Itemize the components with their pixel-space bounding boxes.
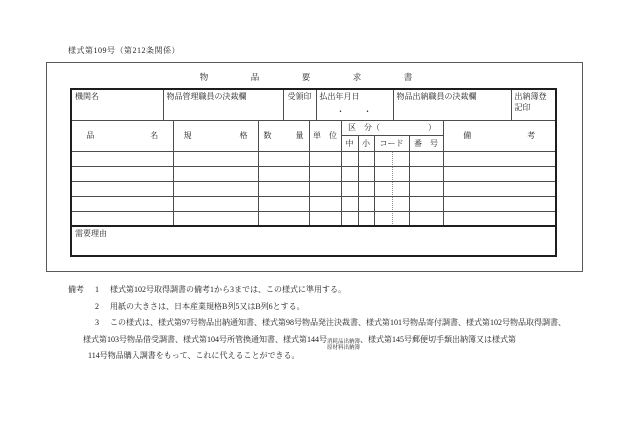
note-number: 1 bbox=[95, 285, 99, 294]
col-category-mid: 中 bbox=[341, 135, 358, 151]
body-cell-code bbox=[374, 181, 409, 196]
body-cell bbox=[309, 166, 341, 181]
body-cell bbox=[358, 211, 374, 226]
body-cell bbox=[173, 196, 258, 211]
body-cell bbox=[258, 196, 309, 211]
form-number-label: 様式第109号（第212条関係） bbox=[68, 46, 180, 55]
body-cell bbox=[409, 181, 443, 196]
code-divider-dotted-line bbox=[392, 196, 393, 211]
notes-label: 備考 bbox=[68, 285, 84, 294]
body-cell bbox=[71, 196, 173, 211]
col-quantity: 数 量 bbox=[258, 120, 309, 151]
body-cell bbox=[258, 181, 309, 196]
body-cell bbox=[358, 151, 374, 166]
management-approval-cell: 物品管理職員の決裁欄 bbox=[163, 89, 283, 120]
table-row bbox=[71, 181, 556, 196]
note-text: 、様式第145号郵便切手類出納簿又は様式第 bbox=[360, 334, 517, 344]
body-cell bbox=[358, 181, 374, 196]
col-category-small: 小 bbox=[358, 135, 374, 151]
table-row bbox=[71, 166, 556, 181]
col-category-code: コード bbox=[374, 135, 409, 151]
body-cell bbox=[173, 151, 258, 166]
notes-section bbox=[68, 282, 566, 365]
body-cell bbox=[341, 211, 358, 226]
body-cell bbox=[341, 181, 358, 196]
receipt-seal-cell: 受領印 bbox=[283, 89, 316, 120]
note-text: 様式第102号取得調書の備考1から3までは、この様式に準用する。 bbox=[110, 285, 346, 294]
body-cell bbox=[341, 166, 358, 181]
body-cell bbox=[258, 166, 309, 181]
body-cell bbox=[309, 211, 341, 226]
payout-date-label: 払出年月日 bbox=[319, 92, 360, 101]
body-cell bbox=[358, 196, 374, 211]
col-item-name: 品 名 bbox=[71, 120, 173, 151]
table-row bbox=[71, 151, 556, 166]
form-title: 物 品 要 求 書 bbox=[199, 72, 430, 82]
body-cell bbox=[309, 196, 341, 211]
note-number: 2 bbox=[95, 301, 99, 311]
col-specification: 規 格 bbox=[173, 120, 258, 151]
body-cell bbox=[443, 166, 556, 181]
body-cell bbox=[71, 181, 173, 196]
note-item-3-continuation bbox=[68, 348, 566, 365]
body-cell-code bbox=[374, 166, 409, 181]
body-cell bbox=[173, 166, 258, 181]
body-cell bbox=[173, 181, 258, 196]
table-row bbox=[71, 211, 556, 226]
body-cell-code bbox=[374, 151, 409, 166]
note-item-1 bbox=[68, 282, 566, 299]
body-cell-code bbox=[374, 196, 409, 211]
body-cell bbox=[71, 211, 173, 226]
body-cell bbox=[71, 166, 173, 181]
table-row bbox=[71, 196, 556, 211]
body-cell bbox=[258, 151, 309, 166]
body-cell bbox=[409, 166, 443, 181]
body-cell bbox=[443, 151, 556, 166]
col-unit: 単 位 bbox=[309, 120, 341, 151]
form-outer-border bbox=[46, 62, 583, 272]
custody-approval-cell: 物品出納職員の決裁欄 bbox=[393, 89, 511, 120]
note-text: この様式は、様式第97号物品出納通知書、様式第98号物品発注決裁書、様式第101号物品寄付調書、様式第102号物品取得調書、 bbox=[110, 318, 566, 327]
payout-date-cell bbox=[316, 89, 393, 120]
demand-reason-cell: 需要理由 bbox=[71, 226, 556, 256]
body-cell bbox=[358, 166, 374, 181]
code-divider-dotted-line bbox=[392, 166, 393, 181]
note-text: 様式第103号物品借受調書、様式第104号所管換通知書、様式第144号 bbox=[83, 334, 327, 344]
stacked-ledger-names bbox=[327, 339, 360, 351]
note-text: 114号物品購入調書をもって、これに代えることができる。 bbox=[88, 351, 300, 360]
code-divider-dotted-line bbox=[392, 151, 393, 166]
demand-reason-row bbox=[71, 226, 556, 256]
note-number: 3 bbox=[95, 318, 99, 327]
note-text: 用紙の大きさは、日本産業規格B列5又はB列6とする。 bbox=[110, 301, 305, 311]
body-cell bbox=[409, 151, 443, 166]
body-cell bbox=[341, 196, 358, 211]
body-cell bbox=[309, 151, 341, 166]
column-header-row bbox=[71, 120, 556, 135]
stack-top: 消耗品出納簿 bbox=[327, 338, 361, 345]
header-row-top bbox=[71, 89, 556, 120]
body-cell bbox=[443, 181, 556, 196]
body-cell bbox=[341, 151, 358, 166]
col-remarks: 備 考 bbox=[443, 120, 556, 151]
note-item-3-continuation bbox=[68, 332, 566, 349]
body-cell-code bbox=[374, 211, 409, 226]
body-cell bbox=[71, 151, 173, 166]
organization-name-cell: 機関名 bbox=[71, 89, 163, 120]
body-cell bbox=[409, 211, 443, 226]
ledger-seal-cell: 出納簿登記印 bbox=[511, 89, 556, 120]
body-cell bbox=[409, 196, 443, 211]
code-divider-dotted-line bbox=[392, 181, 393, 196]
body-cell bbox=[309, 181, 341, 196]
col-category: 区 分（ ） bbox=[341, 120, 443, 135]
body-cell bbox=[173, 211, 258, 226]
note-item-2 bbox=[68, 299, 566, 316]
body-cell bbox=[443, 196, 556, 211]
payout-date-dots: ・ ・ bbox=[336, 107, 373, 116]
col-category-number: 番 号 bbox=[409, 135, 443, 151]
note-item-3 bbox=[68, 315, 566, 332]
stack-bottom: 原材料出納簿 bbox=[327, 344, 361, 351]
code-divider-dotted-line bbox=[392, 211, 393, 226]
body-cell bbox=[443, 211, 556, 226]
request-form-table bbox=[70, 88, 557, 257]
body-cell bbox=[258, 211, 309, 226]
